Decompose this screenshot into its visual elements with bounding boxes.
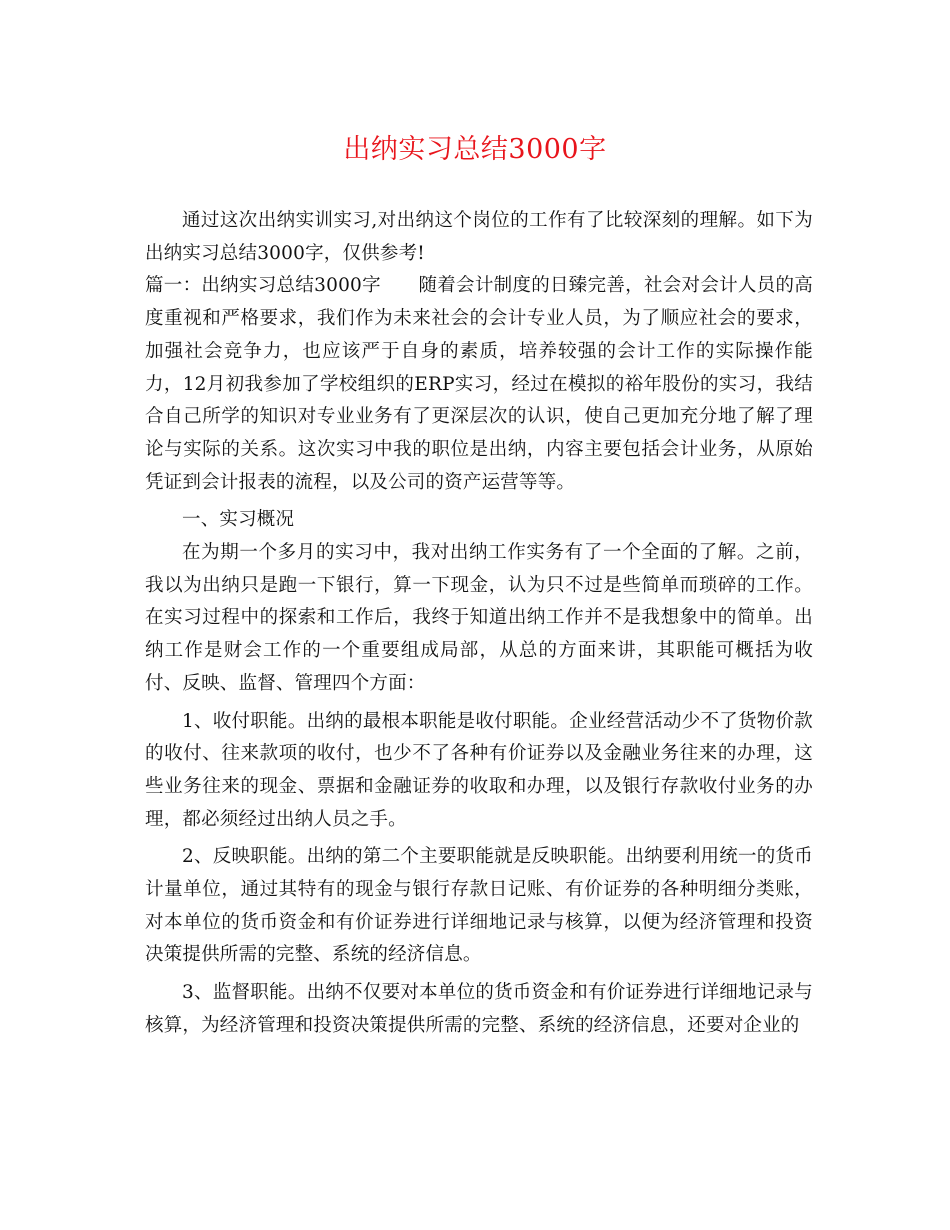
section-heading-overview: 一、实习概况 bbox=[182, 509, 295, 531]
chapter-one-paragraph: 篇一：出纳实习总结3000字 随着会计制度的日臻完善，社会对会计人员的高度重视和严格要求，我们作为未来社会的会计专业人员，为了顺应社会的要求，加强社会竞争力，也应该严于自身的素质，培养较强的会计工作的实际操作能力，12月初我参加了学校组织的ERP实习，经过在模拟的裕年股份的实习，我结合自己所学的知识对专业业务有了更深层次的认识，使自己更加充分地了解了理论与实际的关系。这次实习中我的职位是出纳，内容主要包括会计业务，从原始凭证到会计报表的流程，以及公司的资产运营等等。 bbox=[145, 275, 813, 493]
intro-paragraph: 通过这次出纳实训实习,对出纳这个岗位的工作有了比较深刻的理解。如下为出纳实习总结3000字，仅供参考! bbox=[145, 210, 813, 264]
function-paragraph-supervision: 3、监督职能。出纳不仅要对本单位的货币资金和有价证券进行详细地记录与核算，为经济管理和投资决策提供所需的完整、系统的经济信息，还要对企业的 bbox=[145, 982, 813, 1036]
document-body bbox=[145, 205, 813, 1043]
function-paragraph-collection: 1、收付职能。出纳的最根本职能是收付职能。企业经营活动少不了货物价款的收付、往来款项的收付，也少不了各种有价证券以及金融业务往来的办理，这些业务往来的现金、票据和金融证券的收取和办理，以及银行存款收付业务的办理，都必须经过出纳人员之手。 bbox=[145, 710, 813, 830]
overview-paragraph: 在为期一个多月的实习中，我对出纳工作实务有了一个全面的了解。之前，我以为出纳只是跑一下银行，算一下现金，认为只不过是些简单而琐碎的工作。在实习过程中的探索和工作后，我终于知道出纳工作并不是我想象中的简单。出纳工作是财会工作的一个重要组成局部，从总的方面来讲，其职能可概括为收付、反映、监督、管理四个方面： bbox=[145, 542, 813, 694]
function-paragraph-reflection: 2、反映职能。出纳的第二个主要职能就是反映职能。出纳要利用统一的货币计量单位，通过其特有的现金与银行存款日记账、有价证券的各种明细分类账，对本单位的货币资金和有价证券进行详细地记录与核算，以便为经济管理和投资决策提供所需的完整、系统的经济信息。 bbox=[145, 846, 813, 966]
document-title: 出纳实习总结3000字 bbox=[343, 134, 607, 165]
